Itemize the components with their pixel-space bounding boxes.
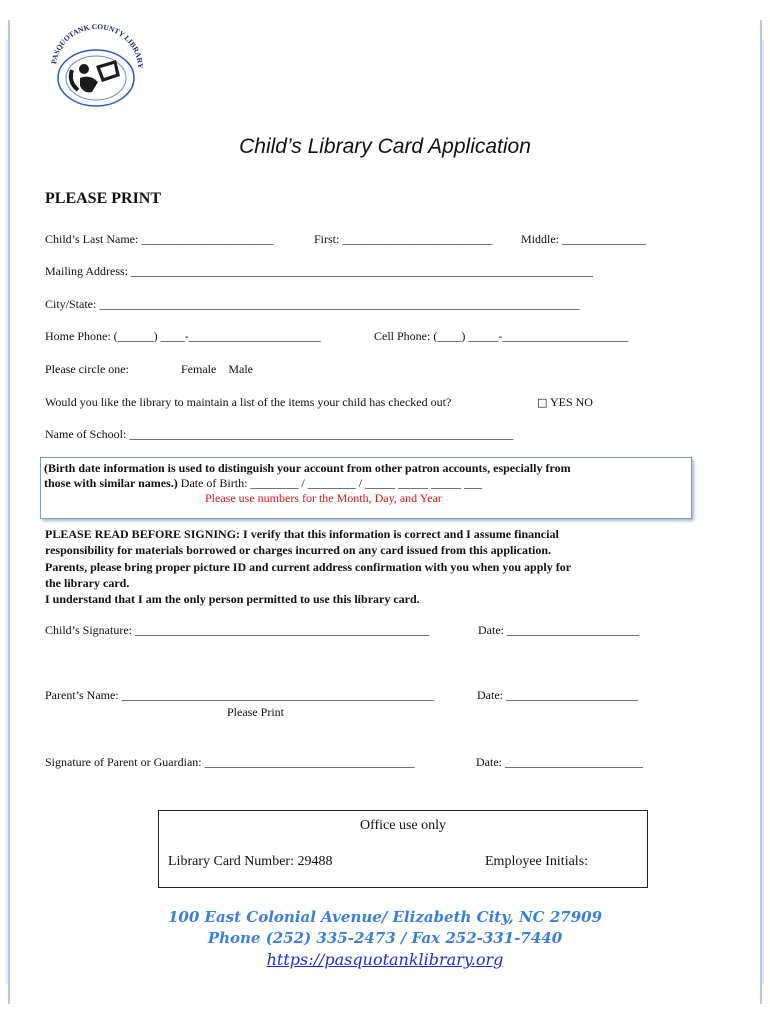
date-of-birth-field[interactable]: Date of Birth: ________ / ________ / _____ _____ _____ ___ [177, 476, 483, 490]
gender-options[interactable]: Female Male [181, 362, 253, 376]
please-print-note: Please Print [227, 705, 284, 719]
date-of-birth-line[interactable] [44, 476, 688, 491]
yes-no-text: YES NO [547, 395, 593, 409]
similar-names-text: those with similar names.) [44, 476, 178, 490]
cell-phone-field[interactable]: Cell Phone: (____) _____-_____________________ [374, 329, 629, 343]
guardian-signature-date-field[interactable]: Date: _______________________ [476, 755, 643, 769]
agreement-line-2: responsibility for materials borrowed or charges incurred on any card issued from this application. [45, 543, 552, 558]
parents-name-field[interactable]: Parent’s Name: ____________________________________________________ [45, 688, 434, 702]
childs-signature-date-field[interactable]: Date: ______________________ [478, 623, 639, 637]
please-print-heading: PLEASE PRINT [45, 190, 162, 207]
first-name-field[interactable]: First: _________________________ [314, 232, 493, 246]
childs-signature-field[interactable]: Child’s Signature: _________________________________________________ [45, 623, 429, 637]
office-use-box [158, 810, 648, 888]
birth-date-note: Please use numbers for the Month, Day, and Year [205, 491, 442, 505]
office-use-heading: Office use only [359, 818, 447, 833]
mailing-address-field[interactable]: Mailing Address: _____________________________________________________________________________ [45, 264, 593, 278]
checkout-list-question: Would you like the library to maintain a list of the items your child has checked out? [45, 395, 452, 409]
logo-text: PASQUOTANK COUNTY LIBRARY [49, 21, 146, 69]
footer-phone: Phone (252) 335-2473 / Fax 252-331-7440 [207, 929, 563, 947]
agreement-line-3: Parents, please bring proper picture ID and current address confirmation with you when you apply for [45, 559, 572, 574]
agreement-line-5: I understand that I am the only person permitted to use this library card. [45, 592, 420, 607]
footer-website-link[interactable]: https://pasquotanklibrary.org [266, 950, 504, 969]
middle-name-field[interactable]: Middle: ______________ [521, 232, 646, 246]
birth-date-box [40, 457, 692, 519]
birth-info-line: (Birth date information is used to distinguish your account from other patron accounts, especially from [44, 461, 571, 475]
yes-no-checkboxes[interactable] [537, 395, 593, 410]
employee-initials-label: Employee Initials: [485, 854, 589, 869]
page-title: Child’s Library Card Application [239, 135, 531, 158]
agreement-line-4: the library card. [45, 575, 130, 590]
footer-address: 100 East Colonial Avenue/ Elizabeth City, NC 27909 [167, 908, 603, 926]
city-state-field[interactable]: City/State: ________________________________________________________________________________ [45, 297, 580, 311]
library-logo [46, 20, 146, 110]
childs-last-name-field[interactable]: Child’s Last Name: ______________________ [45, 232, 274, 246]
agreement-line-1: PLEASE READ BEFORE SIGNING: I verify that this information is correct and I assume financial [45, 527, 559, 541]
home-phone-field[interactable]: Home Phone: (______) ____-______________________ [45, 329, 321, 343]
guardian-signature-field[interactable]: Signature of Parent or Guardian: ___________________________________ [45, 755, 415, 769]
agreement-text [45, 526, 571, 607]
library-card-number: Library Card Number: 29488 [168, 854, 333, 869]
circle-one-label: Please circle one: [45, 362, 129, 376]
school-name-field[interactable]: Name of School: ________________________________________________________________ [45, 427, 514, 441]
parents-name-date-field[interactable]: Date: ______________________ [477, 688, 638, 702]
yes-checkbox-icon[interactable]: □ [537, 396, 548, 409]
